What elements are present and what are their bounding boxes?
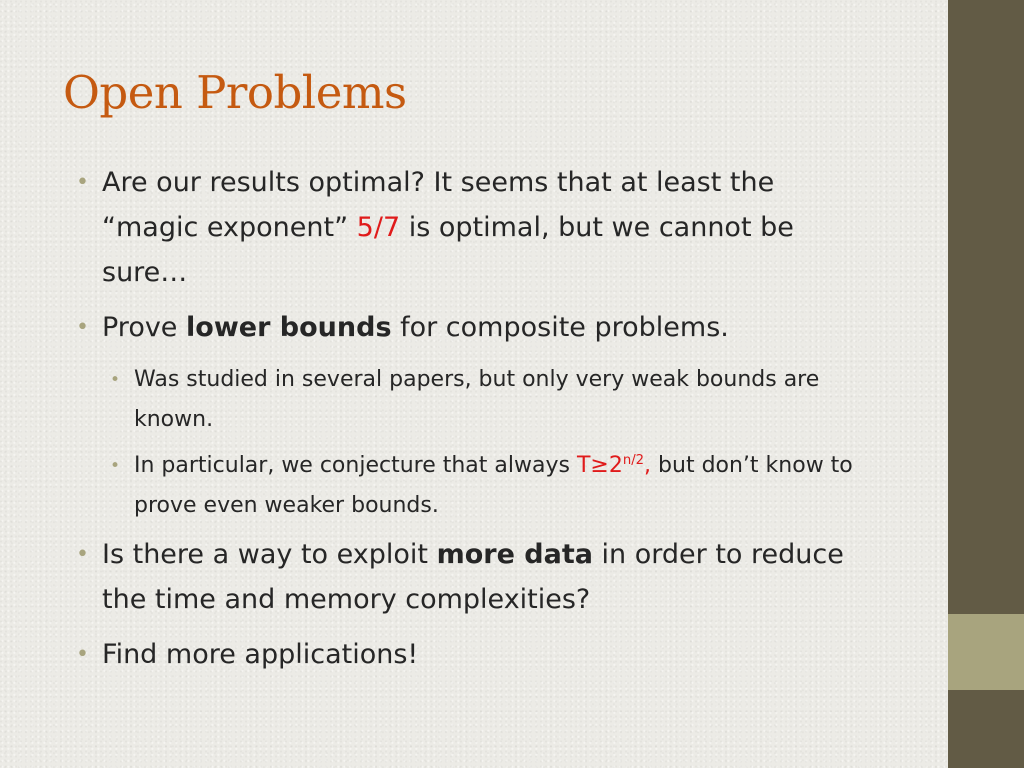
formula-exponent: n/2 (622, 453, 645, 469)
bullet-text: in order to reduce the time and memory complexities? (102, 539, 844, 615)
bullet-text: is optimal, but we cannot be sure… (102, 212, 794, 288)
magic-exponent-highlight: 5/7 (356, 212, 401, 243)
bullet-item-applications (76, 632, 866, 677)
bullet-text: for composite problems. (391, 312, 729, 343)
bullet-list (76, 160, 866, 687)
bold-text: more data (436, 539, 593, 570)
bullet-item-optimal (76, 160, 866, 295)
bullet-icon: • (76, 642, 89, 667)
bullet-icon: • (76, 542, 89, 567)
slide-title: Open Problems (63, 66, 407, 119)
bullet-text: In particular, we conjecture that always (134, 453, 577, 478)
formula-base: T≥2 (576, 453, 623, 478)
bullet-text: Is there a way to exploit (102, 539, 437, 570)
sub-bullet-item-conjecture (110, 446, 866, 526)
bullet-text: Are our results optimal? It seems that at least the “magic exponent” (102, 167, 775, 243)
bullet-icon: • (76, 315, 89, 340)
bullet-text: Was studied in several papers, but only very weak bounds are known. (134, 367, 820, 432)
bullet-icon: • (110, 456, 121, 476)
bullet-icon: • (76, 170, 89, 195)
bullet-item-more-data (76, 532, 866, 622)
bold-text: lower bounds (186, 312, 392, 343)
sub-bullet-item-studied (110, 360, 866, 440)
bullet-icon: • (110, 370, 121, 390)
bullet-text: Find more applications! (102, 639, 419, 670)
bullet-text: Prove (102, 312, 187, 343)
sidebar-accent-block (948, 614, 1024, 690)
formula-comma: , (644, 453, 652, 478)
bullet-item-lower-bounds (76, 305, 866, 350)
conjecture-formula (577, 453, 651, 478)
bullet-text: but don’t know to prove even weaker bounds. (134, 453, 853, 518)
